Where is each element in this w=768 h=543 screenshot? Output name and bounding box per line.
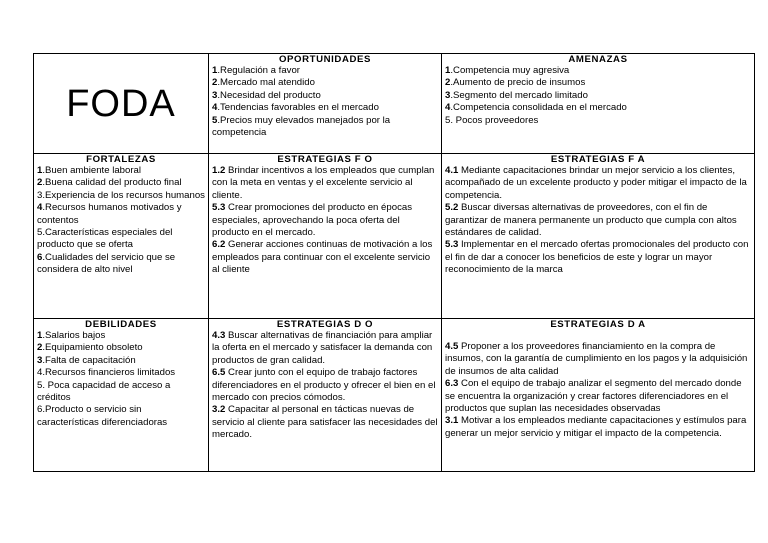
page-title: FODA [66,82,176,125]
list-item [445,102,751,114]
list-estrategias-fa [445,165,751,277]
item-number: 6.5 [212,367,226,379]
spacer [445,330,751,341]
item-text: .Buen ambiente laboral [42,165,142,176]
header-debilidades: DEBILIDADES [85,319,157,330]
item-number: 4 [445,102,451,114]
row-oportunidades-amenazas [34,54,755,154]
list-item [445,77,751,89]
row-fortalezas [34,154,755,319]
cell-estrategias-da [442,319,755,472]
list-estrategias-do [212,330,438,442]
list-item [37,177,205,189]
list-item [212,239,438,276]
item-number: 2 [212,77,218,89]
list-item [212,115,438,140]
header-oportunidades: OPORTUNIDADES [278,54,372,65]
item-number: 2 [37,342,43,354]
list-item [445,239,751,276]
list-item [445,202,751,239]
list-item [212,165,438,202]
list-item [37,190,205,202]
list-item [37,404,205,429]
item-text: .Mercado mal atendido [217,77,315,89]
list-amenazas [445,65,751,127]
list-item [212,202,438,239]
title-cell [34,54,209,154]
item-number: 1 [37,165,43,176]
item-number: 6.3 [445,378,459,390]
header-estrategias-fa: ESTRATEGIAS F A [550,154,646,165]
item-text: Brindar incentivos a los empleados que cumplan con la meta en ventas y el excelente servicio al cliente. [212,165,435,201]
list-item [212,90,438,102]
item-text: 5. Pocos proveedores [445,114,539,126]
item-number: 1 [445,65,451,76]
header-estrategias-fo: ESTRATEGIAS F O [277,154,373,165]
list-item [37,380,205,405]
item-text: .Regulación a favor [217,65,301,76]
item-number: 2 [445,77,451,89]
item-number: 5 [212,114,218,126]
item-text: .Necesidad del producto [217,89,321,101]
list-item [445,341,751,378]
item-number: 4.3 [212,330,226,341]
item-text: .Recursos humanos motivados y contentos [37,202,182,226]
item-text: Generar acciones continuas de motivación a los empleados para continuar con el excelente servicio al cliente [212,239,433,276]
list-item [37,252,205,277]
item-text: 3.Experiencia de los recursos humanos [37,189,205,201]
item-number: 6.2 [212,239,226,251]
list-item [212,65,438,77]
list-item [37,330,205,342]
item-number: 1 [37,330,43,341]
item-text: .Precios muy elevados manejados por la competencia [212,114,391,139]
list-item [37,227,205,252]
cell-estrategias-do [209,319,442,472]
item-text: .Falta de capacitación [42,354,136,366]
foda-table [33,53,755,472]
cell-oportunidades [209,54,442,154]
list-oportunidades [212,65,438,139]
item-number: 4.1 [445,165,459,176]
list-item [445,378,751,415]
list-item [37,342,205,354]
cell-fortalezas [34,154,209,319]
item-number: 2 [37,177,43,189]
list-item [37,202,205,227]
item-number: 5.3 [212,202,226,214]
item-number: 4 [212,102,218,114]
item-text: Implementar en el mercado ofertas promocionales del producto con el fin de dar a conocer los beneficios de este y lograr un mayor reconocimiento de la marca [445,239,749,276]
item-number: 4 [37,202,43,214]
item-number: 3 [445,89,451,101]
item-text: .Salarios bajos [42,330,106,341]
item-text: .Competencia muy agresiva [450,65,570,76]
item-text: .Cualidades del servicio que se considera de alto nivel [37,251,176,276]
list-item [37,355,205,367]
header-estrategias-do: ESTRATEGIAS D O [276,319,374,330]
header-estrategias-da: ESTRATEGIAS D A [550,319,646,330]
item-text: Crear promociones del producto en épocas especiales, aprovechando la poca oferta del producto en el mercado. [212,202,412,239]
cell-estrategias-fa [442,154,755,319]
item-number: 5.2 [445,202,459,214]
list-debilidades [37,330,205,429]
list-item [212,77,438,89]
header-fortalezas: FORTALEZAS [86,154,156,165]
list-item [212,330,438,367]
item-text: 4.Recursos financieros limitados [37,367,176,379]
cell-debilidades [34,319,209,472]
item-number: 3 [212,89,218,101]
list-item [445,415,751,440]
cell-estrategias-fo [209,154,442,319]
list-item [212,404,438,441]
item-number: 3.1 [445,415,459,427]
item-text: Buscar alternativas de financiación para ampliar la oferta en el mercado y satisfacer la demanda con productos de gran calidad. [212,330,433,366]
item-number: 1.2 [212,165,226,176]
list-item [37,367,205,379]
list-item [445,65,751,77]
item-text: .Buena calidad del producto final [42,177,182,189]
list-item [212,102,438,114]
list-fortalezas [37,165,205,277]
list-estrategias-da [445,341,751,440]
item-text: Buscar diversas alternativas de proveedores, con el fin de garantizar de manera permanente un producto que cumpla con altos estándares de calidad. [445,202,737,239]
header-amenazas: AMENAZAS [568,54,628,65]
cell-amenazas [442,54,755,154]
list-item [445,115,751,127]
row-debilidades [34,319,755,472]
item-number: 5.3 [445,239,459,251]
list-estrategias-fo [212,165,438,277]
list-item [445,90,751,102]
item-text: .Competencia consolidada en el mercado [450,102,627,114]
item-number: 4.5 [445,341,459,352]
item-text: Motivar a los empleados mediante capacitaciones y estímulos para generar un mejor servicio y mitigar el impacto de la competencia. [445,415,747,439]
list-item [37,165,205,177]
item-number: 6 [37,251,43,263]
item-number: 1 [212,65,218,76]
item-text: .Equipamiento obsoleto [42,342,143,354]
item-text: Proponer a los proveedores financiamiento en la compra de insumos, con la garantía de cumplimiento en los pagos y la adquisición de insumos de alta calidad [445,341,748,377]
list-item [445,165,751,202]
item-text: Con el equipo de trabajo analizar el segmento del mercado donde se encuentra la organización y crear factores diferenciadores en el productos que suplan las necesidades observadas [445,378,742,415]
item-text: 5.Características especiales del producto que se oferta [37,227,173,251]
item-text: Crear junto con el equipo de trabajo factores diferenciadores en el producto y ofrecer el bien en el mercado con precios cómodos. [212,367,436,404]
item-text: .Tendencias favorables en el mercado [217,102,379,114]
item-text: 6.Producto o servicio sin características diferenciadoras [37,404,168,428]
list-item [212,367,438,404]
item-text: 5. Poca capacidad de acceso a créditos [37,379,171,404]
item-number: 3 [37,354,43,366]
item-text: .Segmento del mercado limitado [450,89,588,101]
item-number: 3.2 [212,404,226,416]
item-text: .Aumento de precio de insumos [450,77,586,89]
item-text: Capacitar al personal en tácticas nuevas de servicio al cliente para satisfacer las necesidades del mercado. [212,404,438,441]
item-text: Mediante capacitaciones brindar un mejor servicio a los clientes, acompañado de un excelente producto y poder mitigar el impacto de la competencia. [445,165,747,201]
